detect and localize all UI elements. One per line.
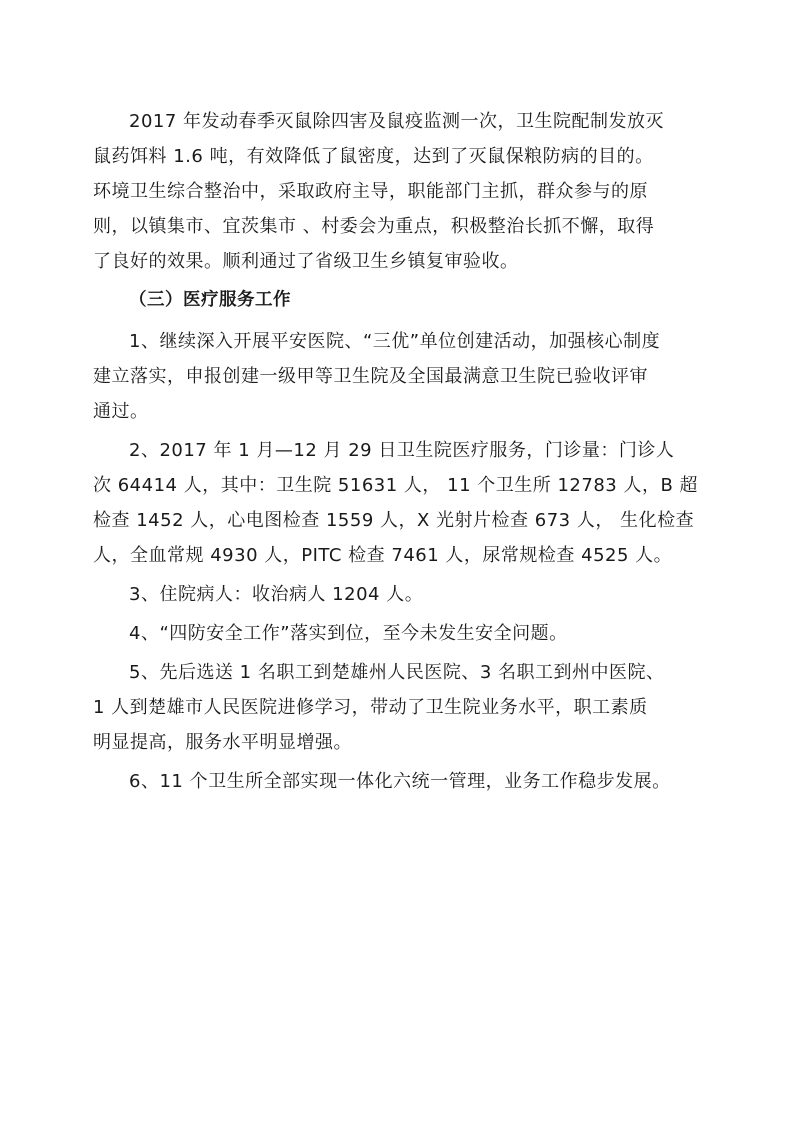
section-heading-medical-services: （三）医疗服务工作 [129, 290, 291, 310]
text-line: 人，全血常规 4930 人，PITC 检查 7461 人，尿常规检查 4525 人。 [93, 545, 673, 566]
text-line: 1、继续深入开展平安医院、“三优”单位创建活动，加强核心制度 [129, 331, 661, 352]
text-line: 则，以镇集市、宜茨集市 、村委会为重点，积极整治长抓不懈，取得 [93, 216, 655, 237]
text-line: 通过。 [93, 401, 149, 422]
text-line: 鼠药饵料 1.6 吨，有效降低了鼠密度，达到了灭鼠保粮防病的目的。 [93, 146, 654, 167]
text-line: 1 人到楚雄市人民医院进修学习，带动了卫生院业务水平，职工素质 [93, 697, 648, 718]
paragraph-item-5 [93, 655, 715, 760]
document-body [93, 104, 715, 803]
text-line: 3、住院病人：收治病人 1204 人。 [129, 584, 424, 605]
text-line: 环境卫生综合整治中，采取政府主导，职能部门主抓，群众参与的原 [93, 181, 648, 202]
text-line: 检查 1452 人，心电图检查 1559 人，X 光射片检查 673 人， 生化检查 [93, 510, 695, 531]
text-line: 建立落实，申报创建一级甲等卫生院及全国最满意卫生院已验收评审 [93, 366, 648, 387]
text-line: 明显提高，服务水平明显增强。 [93, 732, 352, 753]
text-line: 6、11 个卫生所全部实现一体化六统一管理，业务工作稳步发展。 [129, 771, 671, 792]
text-line: 2017 年发动春季灭鼠除四害及鼠疫监测一次，卫生院配制发放灭 [129, 111, 665, 132]
paragraph-item-3 [93, 577, 715, 612]
text-line: 了良好的效果。顺利通过了省级卫生乡镇复审验收。 [93, 251, 519, 272]
paragraph-rodent-control [93, 104, 715, 279]
text-line: 4、“四防安全工作”落实到位，至今未发生安全问题。 [129, 623, 568, 644]
text-line: 2、2017 年 1 月—12 月 29 日卫生院医疗服务，门诊量：门诊人 [129, 440, 675, 461]
paragraph-item-2 [93, 433, 715, 573]
paragraph-item-1 [93, 324, 715, 429]
paragraph-item-6 [93, 764, 715, 799]
paragraph-item-4 [93, 616, 715, 651]
text-line: 次 64414 人，其中：卫生院 51631 人， 11 个卫生所 12783 人，B 超 [93, 475, 699, 496]
text-line: 5、先后选送 1 名职工到楚雄州人民医院、3 名职工到州中医院、 [129, 662, 665, 683]
